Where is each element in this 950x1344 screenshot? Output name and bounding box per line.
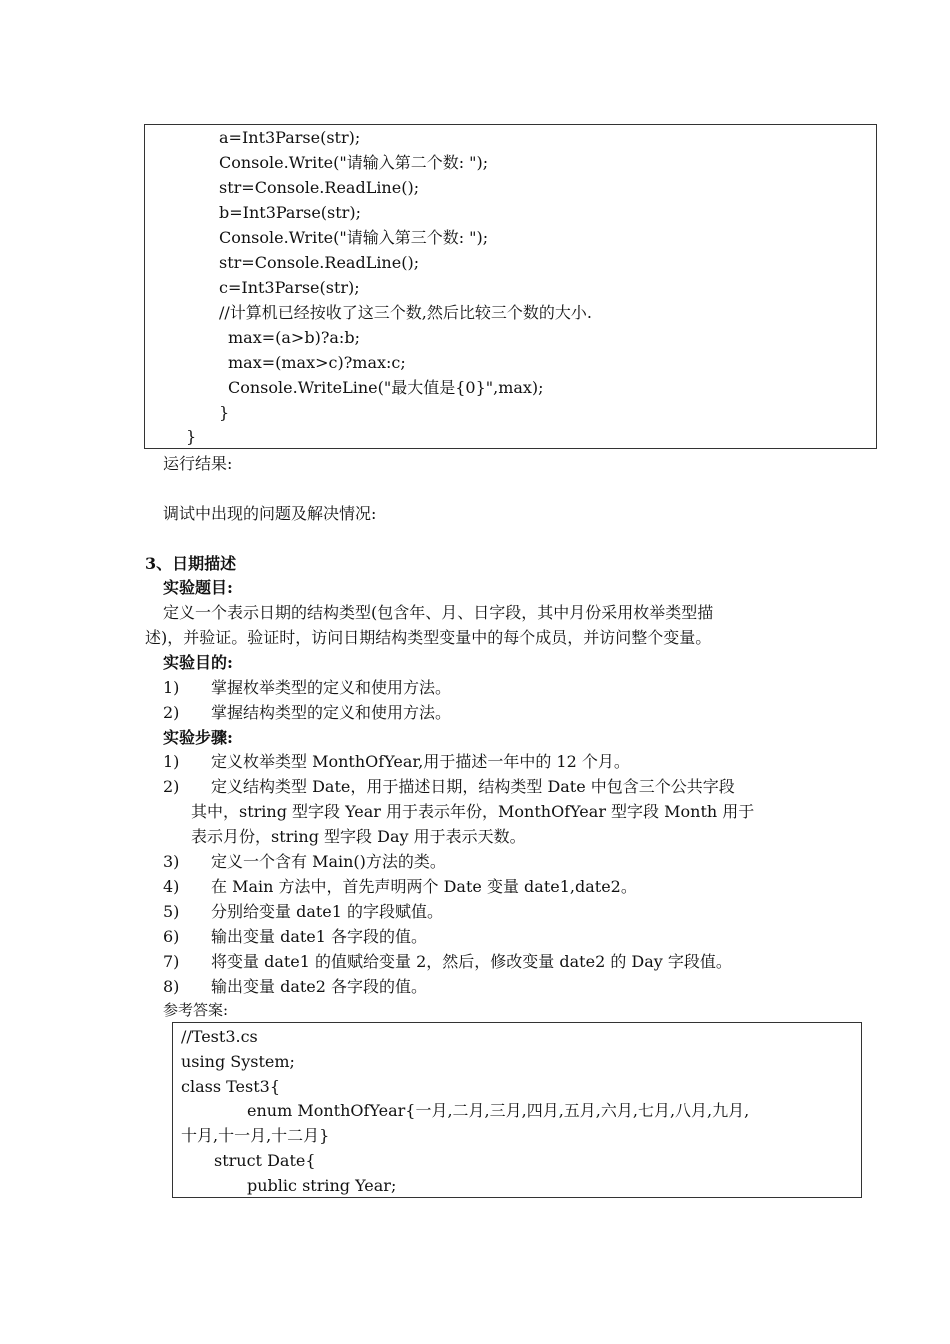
code-line: } (186, 427, 197, 446)
answer-label: 参考答案: (163, 1001, 229, 1019)
code-line: struct Date{ (214, 1151, 316, 1170)
list-item: 分别给变量 date1 的字段赋值。 (211, 902, 444, 921)
list-number: 7) (163, 952, 180, 971)
list-item: 定义结构类型 Date，用于描述日期，结构类型 Date 中包含三个公共字段 (211, 777, 735, 796)
code-line: a=Int3Parse(str); (219, 128, 361, 147)
code-line: str=Console.ReadLine(); (219, 178, 420, 197)
code-line: Console.Write("请输入第二个数: "); (219, 153, 489, 172)
code-line: Console.WriteLine("最大值是{0}",max); (228, 378, 544, 397)
list-number: 8) (163, 977, 180, 996)
code-line: Console.Write("请输入第三个数: "); (219, 228, 489, 247)
list-item: 将变量 date1 的值赋给变量 2，然后，修改变量 date2 的 Day 字段值。 (211, 952, 732, 971)
code-line: using System; (181, 1052, 295, 1071)
code-line: c=Int3Parse(str); (219, 278, 360, 297)
list-item: 掌握结构类型的定义和使用方法。 (211, 703, 452, 722)
list-number: 3) (163, 852, 180, 871)
list-item: 输出变量 date1 各字段的值。 (211, 927, 428, 946)
list-item: 在 Main 方法中，首先声明两个 Date 变量 date1,date2。 (211, 877, 637, 896)
section-heading: 3、日期描述 (145, 554, 237, 573)
topic-label: 实验题目: (163, 578, 233, 597)
code-comment-line: //计算机已经按收了这三个数,然后比较三个数的大小. (219, 303, 592, 322)
code-line: 十月,十一月,十二月} (181, 1126, 330, 1145)
code-comment-line: //Test3.cs (181, 1027, 258, 1046)
list-item: 掌握枚举类型的定义和使用方法。 (211, 678, 452, 697)
code-line: } (219, 403, 230, 422)
code-line: str=Console.ReadLine(); (219, 253, 420, 272)
list-item-continued: 其中，string 型字段 Year 用于表示年份，MonthOfYear 型字段 Month 用于 (191, 802, 755, 821)
list-number: 2) (163, 777, 180, 796)
debug-label: 调试中出现的问题及解决情况: (163, 504, 377, 523)
list-item: 输出变量 date2 各字段的值。 (211, 977, 428, 996)
code-line: max=(a>b)?a:b; (228, 328, 360, 347)
code-line: class Test3{ (181, 1077, 281, 1096)
code-line: b=Int3Parse(str); (219, 203, 361, 222)
code-line: public string Year; (247, 1176, 397, 1195)
purpose-label: 实验目的: (163, 653, 233, 672)
topic-text: 定义一个表示日期的结构类型(包含年、月、日字段，其中月份采用枚举类型描 (163, 603, 714, 622)
list-item: 定义枚举类型 MonthOfYear,用于描述一年中的 12 个月。 (211, 752, 630, 771)
list-item: 定义一个含有 Main()方法的类。 (211, 852, 446, 871)
list-number: 5) (163, 902, 180, 921)
list-number: 1) (163, 752, 180, 771)
list-item-continued: 表示月份，string 型字段 Day 用于表示天数。 (191, 827, 526, 846)
code-line: max=(max>c)?max:c; (228, 353, 406, 372)
list-number: 6) (163, 927, 180, 946)
steps-label: 实验步骤: (163, 728, 233, 747)
run-result-label: 运行结果: (163, 454, 233, 473)
code-line: enum MonthOfYear{一月,二月,三月,四月,五月,六月,七月,八月,九月, (247, 1101, 750, 1120)
topic-text: 述)，并验证。验证时，访问日期结构类型变量中的每个成员，并访问整个变量。 (145, 628, 712, 647)
list-number: 4) (163, 877, 180, 896)
list-number: 2) (163, 703, 180, 722)
list-number: 1) (163, 678, 180, 697)
